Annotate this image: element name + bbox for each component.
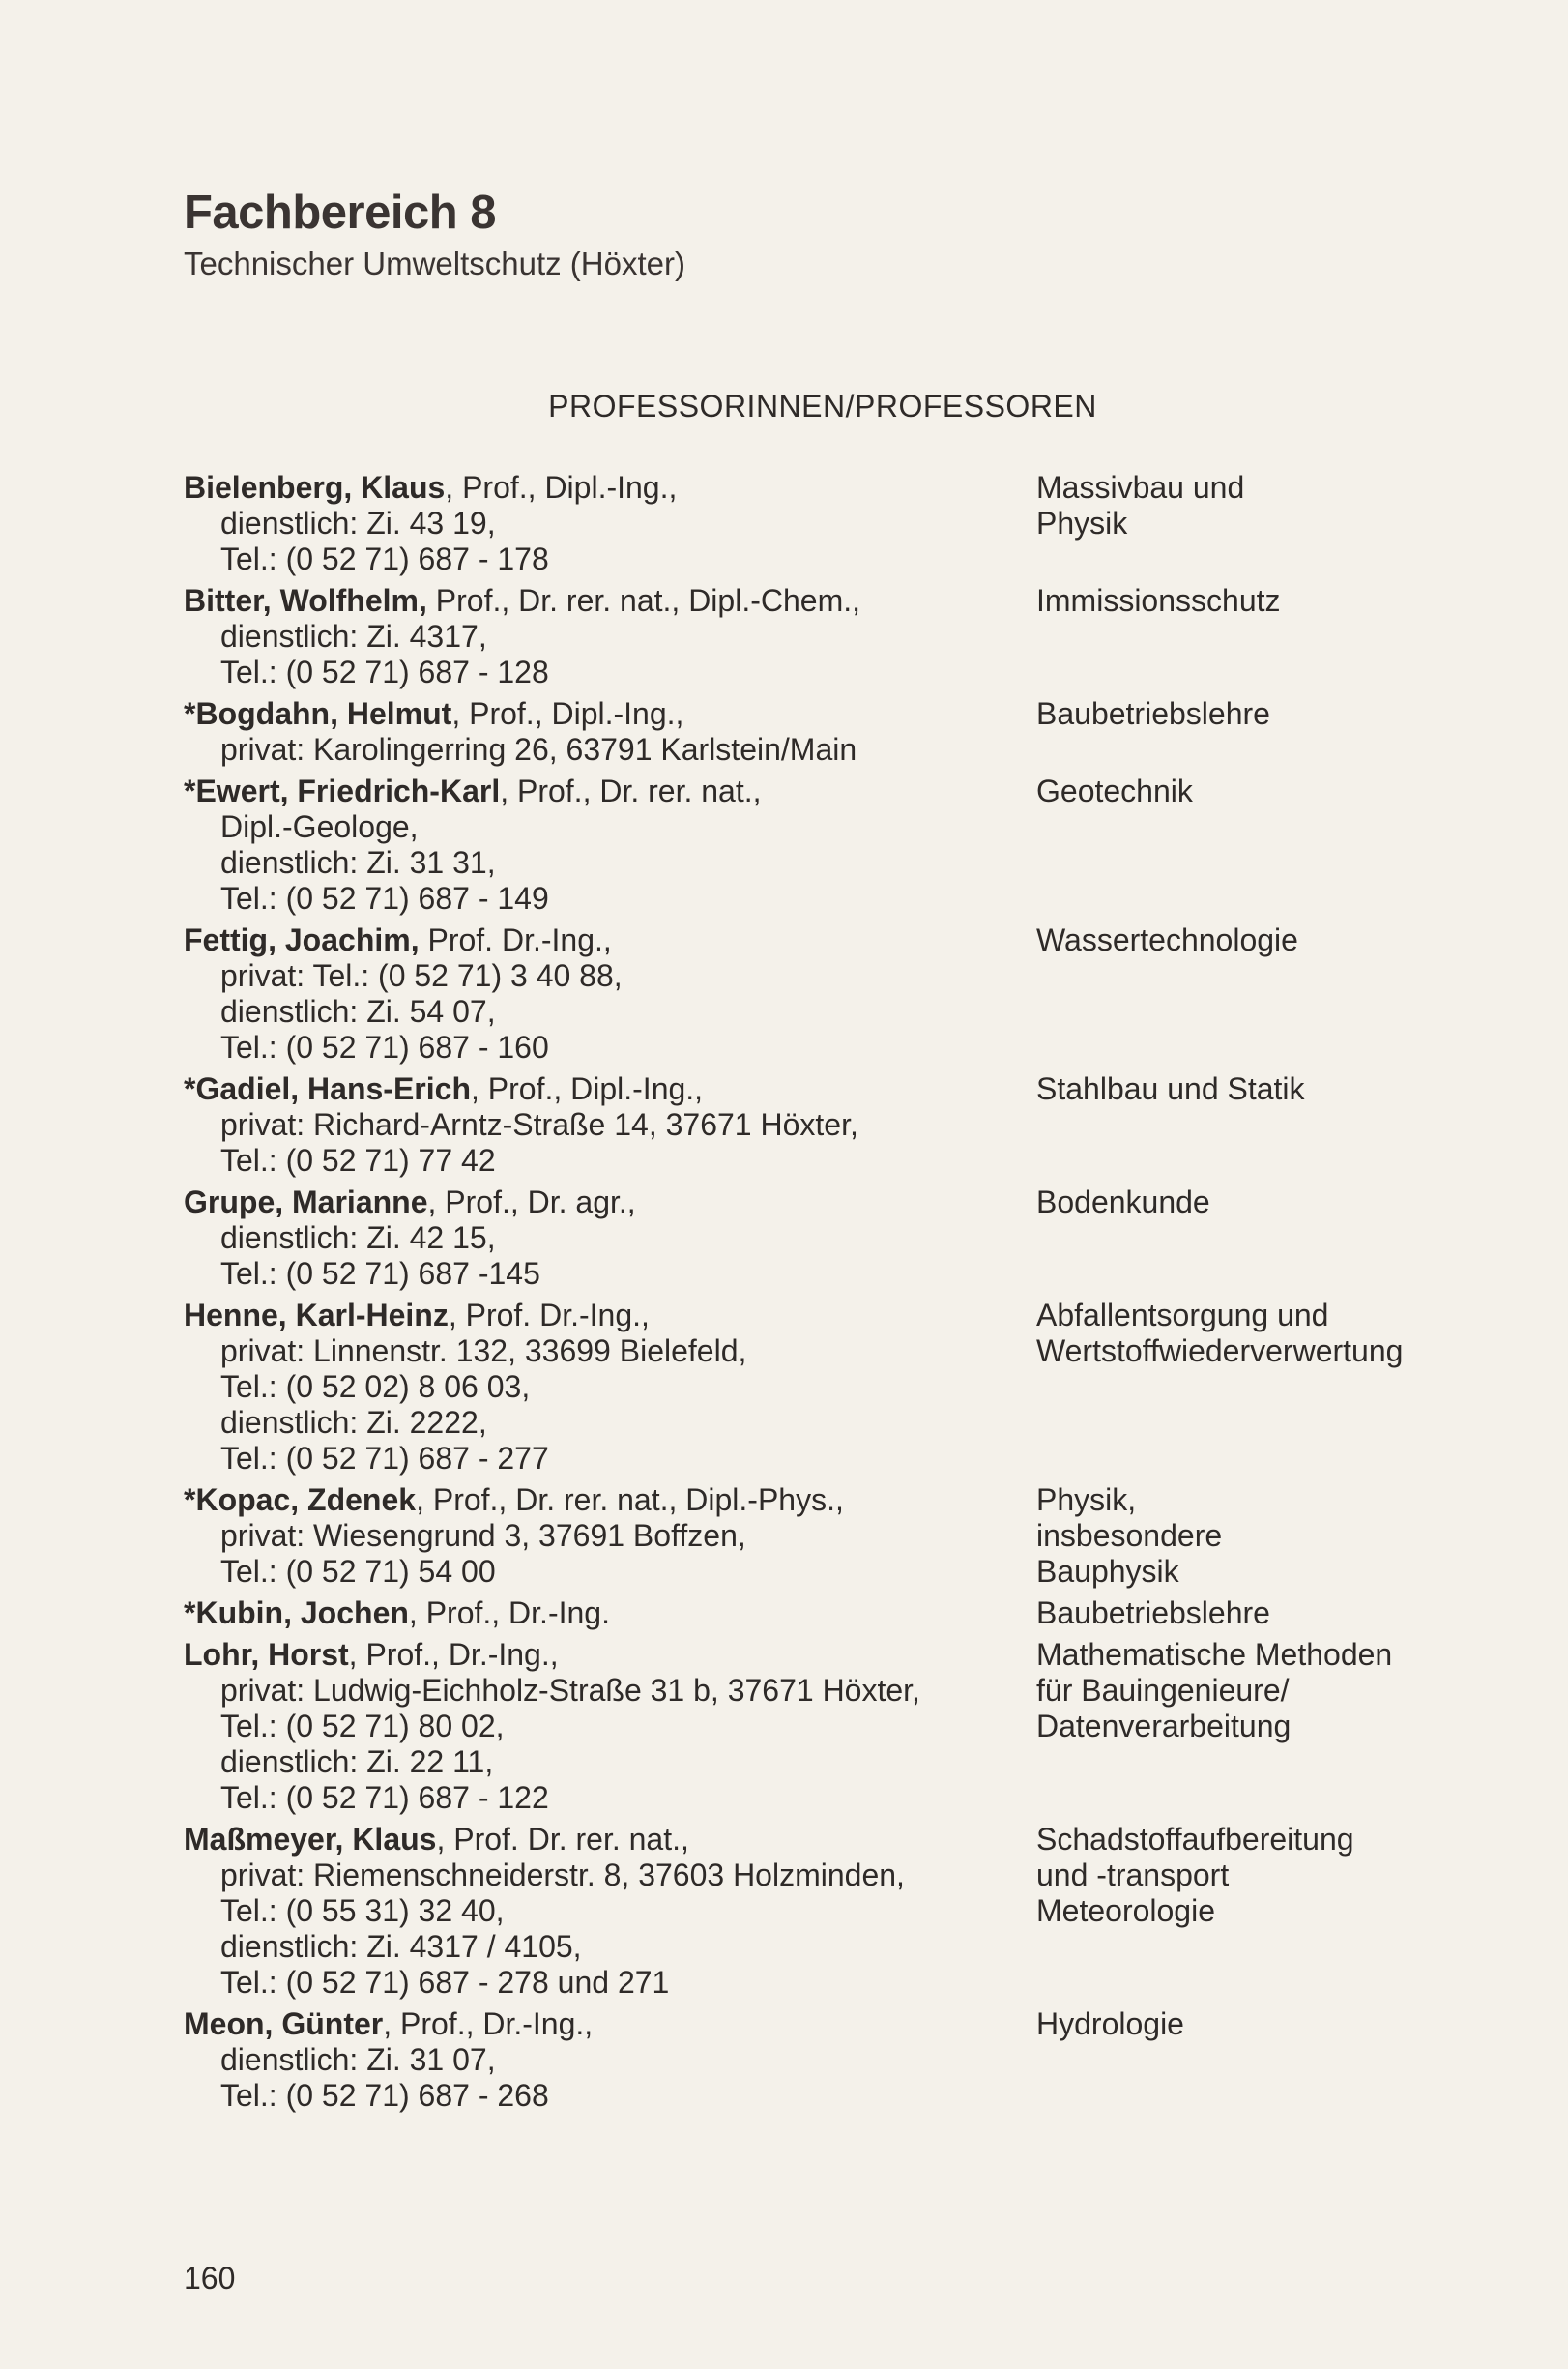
contact-details — [184, 774, 1015, 917]
subject-area — [1036, 1595, 1462, 1631]
professor-title: Prof. Dr.-Ing., — [419, 922, 612, 957]
professor-title: , Prof. Dr. rer. nat., — [436, 1822, 689, 1857]
contact-line: Tel.: (0 52 71) 687 - 128 — [220, 655, 549, 689]
professor-name: Henne, Karl-Heinz — [184, 1298, 449, 1332]
contact-line: dienstlich: Zi. 42 15, — [220, 1220, 496, 1255]
professor-entry — [184, 2006, 1450, 2114]
subject-area — [1036, 470, 1462, 541]
professor-entry — [184, 1637, 1450, 1816]
page-number: 160 — [184, 2261, 236, 2296]
professor-entry — [184, 583, 1450, 690]
professor-title: Prof., Dr. rer. nat., Dipl.-Chem., — [426, 583, 860, 618]
professor-title: , Prof., Dr.-Ing. — [408, 1595, 610, 1630]
contact-details — [184, 470, 1015, 577]
professor-entry — [184, 470, 1450, 577]
subject-line: Hydrologie — [1036, 2006, 1184, 2041]
contact-line: Tel.: (0 52 71) 687 - 122 — [220, 1780, 549, 1815]
subject-area — [1036, 922, 1462, 958]
subject-line: Baubetriebslehre — [1036, 696, 1270, 731]
professor-name: Grupe, Marianne — [184, 1184, 428, 1219]
professor-entry — [184, 1822, 1450, 2001]
entry-first-line — [184, 470, 1015, 506]
subject-area — [1036, 1184, 1462, 1220]
subject-line: für Bauingenieure/ — [1036, 1673, 1290, 1708]
professor-entry — [184, 1071, 1450, 1179]
subject-line: Physik — [1036, 506, 1128, 541]
professor-title: , Prof., Dipl.-Ing., — [445, 470, 678, 505]
contact-line: dienstlich: Zi. 31 31, — [220, 845, 496, 880]
professor-name: Lohr, Horst — [184, 1637, 349, 1672]
contact-line: Tel.: (0 52 71) 687 - 178 — [220, 541, 549, 576]
entry-first-line — [184, 696, 1015, 732]
subject-area — [1036, 1298, 1462, 1369]
contact-line: dienstlich: Zi. 54 07, — [220, 994, 496, 1029]
professor-name: *Ewert, Friedrich-Karl — [184, 774, 501, 808]
contact-line: privat: Richard-Arntz-Straße 14, 37671 Höxter, — [220, 1107, 858, 1142]
subject-line: Baubetriebslehre — [1036, 1595, 1270, 1630]
contact-line: privat: Karolingerring 26, 63791 Karlstein/Main — [220, 732, 857, 767]
professor-entry — [184, 1298, 1450, 1477]
contact-line: Tel.: (0 52 02) 8 06 03, — [220, 1369, 531, 1404]
subject-area — [1036, 774, 1462, 809]
subject-line: Stahlbau und Statik — [1036, 1071, 1305, 1106]
professor-title: , Prof., Dr. agr., — [427, 1184, 636, 1219]
professor-entry — [184, 1482, 1450, 1590]
subject-line: Schadstoffaufbereitung — [1036, 1822, 1354, 1857]
contact-line: Tel.: (0 55 31) 32 40, — [220, 1893, 505, 1928]
subject-line: Abfallentsorgung und — [1036, 1298, 1329, 1332]
contact-line: privat: Wiesengrund 3, 37691 Boffzen, — [220, 1518, 746, 1553]
contact-line: dienstlich: Zi. 43 19, — [220, 506, 496, 541]
contact-line: Tel.: (0 52 71) 687 -145 — [220, 1256, 540, 1291]
contact-details — [184, 2006, 1015, 2114]
professor-name: Fettig, Joachim, — [184, 922, 420, 957]
contact-details — [184, 922, 1015, 1066]
subject-line: Bodenkunde — [1036, 1184, 1210, 1219]
subject-area — [1036, 583, 1462, 619]
professor-entry — [184, 1184, 1450, 1292]
entry-first-line — [184, 2006, 1015, 2042]
contact-line: dienstlich: Zi. 4317, — [220, 619, 487, 654]
contact-details — [184, 1184, 1015, 1292]
professor-name: Bielenberg, Klaus — [184, 470, 446, 505]
entry-first-line — [184, 583, 1015, 619]
professor-name: *Gadiel, Hans-Erich — [184, 1071, 471, 1106]
contact-details — [184, 1298, 1015, 1477]
subject-line: Mathematische Methoden — [1036, 1637, 1393, 1672]
professor-title: , Prof., Dr.-Ing., — [348, 1637, 559, 1672]
professor-title: , Prof., Dr.-Ing., — [383, 2006, 594, 2041]
contact-line: dienstlich: Zi. 31 07, — [220, 2042, 496, 2077]
professor-title: , Prof., Dr. rer. nat., Dipl.-Phys., — [416, 1482, 844, 1517]
professor-name: *Bogdahn, Helmut — [184, 696, 452, 731]
entry-first-line — [184, 1071, 1015, 1107]
contact-line: privat: Riemenschneiderstr. 8, 37603 Holzminden, — [220, 1857, 905, 1892]
contact-details — [184, 1637, 1015, 1816]
entry-first-line — [184, 1184, 1015, 1220]
professor-name: *Kopac, Zdenek — [184, 1482, 417, 1517]
entry-first-line — [184, 1298, 1015, 1333]
subject-area — [1036, 1482, 1462, 1590]
subject-line: Bauphysik — [1036, 1554, 1179, 1589]
subject-area — [1036, 1637, 1462, 1744]
subject-line: Physik, — [1036, 1482, 1137, 1517]
contact-line: Tel.: (0 52 71) 687 - 277 — [220, 1441, 549, 1476]
contact-line: Tel.: (0 52 71) 687 - 268 — [220, 2078, 549, 2113]
subject-line: Massivbau und — [1036, 470, 1245, 505]
contact-line: dienstlich: Zi. 2222, — [220, 1405, 487, 1440]
professor-entry — [184, 774, 1450, 917]
subject-area — [1036, 1822, 1462, 1929]
contact-line: Tel.: (0 52 71) 80 02, — [220, 1709, 505, 1743]
professor-name: Bitter, Wolfhelm, — [184, 583, 427, 618]
contact-details — [184, 1071, 1015, 1179]
entry-first-line — [184, 774, 1015, 809]
subject-area — [1036, 1071, 1462, 1107]
professor-list — [184, 470, 1450, 2120]
contact-line: dienstlich: Zi. 22 11, — [220, 1744, 494, 1779]
professor-title: , Prof., Dipl.-Ing., — [470, 1071, 704, 1106]
contact-details — [184, 696, 1015, 768]
contact-line: Tel.: (0 52 71) 54 00 — [220, 1554, 496, 1589]
contact-line: privat: Ludwig-Eichholz-Straße 31 b, 37671 Höxter, — [220, 1673, 920, 1708]
contact-line: privat: Linnenstr. 132, 33699 Bielefeld, — [220, 1333, 747, 1368]
subject-line: und -transport — [1036, 1857, 1230, 1892]
section-heading: PROFESSORINNEN/PROFESSOREN — [548, 389, 1097, 424]
subject-area — [1036, 2006, 1462, 2042]
entry-first-line — [184, 922, 1015, 958]
contact-line: Dipl.-Geologe, — [220, 809, 419, 844]
entry-first-line — [184, 1637, 1015, 1673]
professor-entry — [184, 1595, 1450, 1631]
professor-entry — [184, 696, 1450, 768]
contact-details — [184, 1482, 1015, 1590]
subject-line: Datenverarbeitung — [1036, 1709, 1292, 1743]
subject-line: Meteorologie — [1036, 1893, 1215, 1928]
contact-line: Tel.: (0 52 71) 77 42 — [220, 1143, 496, 1178]
entry-first-line — [184, 1822, 1015, 1857]
contact-details — [184, 1595, 1015, 1631]
professor-name: Maßmeyer, Klaus — [184, 1822, 437, 1857]
professor-entry — [184, 922, 1450, 1066]
contact-line: Tel.: (0 52 71) 687 - 160 — [220, 1030, 549, 1065]
subject-area — [1036, 696, 1462, 732]
professor-name: *Kubin, Jochen — [184, 1595, 409, 1630]
contact-line: privat: Tel.: (0 52 71) 3 40 88, — [220, 958, 623, 993]
entry-first-line — [184, 1595, 1015, 1631]
contact-line: dienstlich: Zi. 4317 / 4105, — [220, 1929, 582, 1964]
subject-line: Geotechnik — [1036, 774, 1193, 808]
subject-line: Wertstoffwiederverwertung — [1036, 1333, 1404, 1368]
subject-line: Immissionsschutz — [1036, 583, 1281, 618]
page-subtitle: Technischer Umweltschutz (Höxter) — [184, 246, 685, 281]
contact-line: Tel.: (0 52 71) 687 - 278 und 271 — [220, 1965, 670, 2000]
contact-details — [184, 583, 1015, 690]
contact-details — [184, 1822, 1015, 2001]
entry-first-line — [184, 1482, 1015, 1518]
professor-title: , Prof., Dr. rer. nat., — [500, 774, 762, 808]
page-title: Fachbereich 8 — [184, 187, 497, 239]
subject-line: Wassertechnologie — [1036, 922, 1298, 957]
subject-line: insbesondere — [1036, 1518, 1223, 1553]
professor-name: Meon, Günter — [184, 2006, 384, 2041]
professor-title: , Prof. Dr.-Ing., — [448, 1298, 650, 1332]
contact-line: Tel.: (0 52 71) 687 - 149 — [220, 881, 549, 916]
professor-title: , Prof., Dipl.-Ing., — [451, 696, 684, 731]
